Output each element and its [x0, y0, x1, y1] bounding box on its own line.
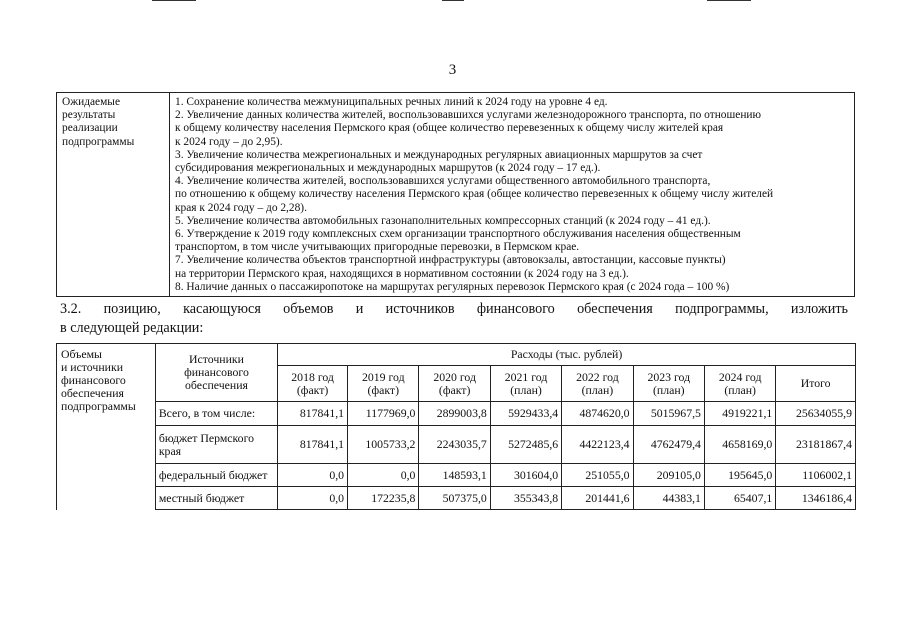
value-cell: 5015967,5 [633, 402, 704, 426]
expected-results-label [57, 93, 170, 297]
label-line: подпрограммы [61, 399, 136, 413]
source-line: бюджет Пермского [158, 430, 255, 445]
result-line: 6. Утверждение к 2019 году комплексных схем организации транспортного обслуживания населения общественным [175, 228, 741, 241]
value-cell: 195645,0 [704, 464, 775, 487]
result-line: к 2024 году – до 2,95). [175, 135, 283, 148]
expenses-header: Расходы (тыс. рублей) [278, 344, 856, 366]
source-line: Всего, в том числе: [158, 406, 256, 420]
result-line: 7. Увеличение количества объектов транспортной инфраструктуры (автовокзалы, автостанции, кассовые пункты) [175, 254, 726, 267]
table-row [57, 464, 856, 487]
year-header-line: 2020 год [433, 369, 476, 384]
value-cell: 4422123,4 [562, 426, 633, 464]
year-header-line: (план) [581, 382, 614, 397]
year-header-line: 2021 год [504, 369, 548, 384]
label-line: Объемы [61, 347, 102, 361]
value-cell: 0,0 [278, 464, 348, 487]
value-cell: 0,0 [348, 464, 419, 487]
year-header-line: (план) [510, 382, 542, 397]
result-line: 8. Наличие данных о пассажиропотоке на маршрутах регулярных перевозок Пермского края (с 2024 года – 100 %) [175, 280, 730, 293]
label-line: результаты [62, 109, 116, 122]
expected-results-list [170, 93, 855, 297]
label-line: и источники [61, 360, 124, 374]
year-header [776, 366, 856, 402]
year-header-line: (план) [724, 382, 756, 397]
year-header [490, 366, 561, 402]
header-line: финансового [184, 365, 249, 379]
year-header-line: 2023 год [647, 369, 691, 384]
value-cell: 1346186,4 [776, 487, 856, 510]
table-row [57, 402, 856, 426]
value-cell: 0,0 [278, 487, 348, 510]
value-cell: 817841,1 [278, 402, 348, 426]
top-rule-right [707, 0, 751, 1]
year-header-line: 2024 год [718, 369, 762, 384]
year-header [562, 366, 633, 402]
label-line: подпрограммы [62, 135, 135, 148]
top-rule-left [152, 0, 196, 1]
value-cell: 209105,0 [633, 464, 704, 487]
result-line: 2. Увеличение данных количества жителей, воспользовавшихся услугами железнодорожного транспорта, по отношению [175, 109, 762, 122]
source-cell [155, 402, 277, 426]
value-cell: 1005733,2 [348, 426, 419, 464]
value-cell: 507375,0 [419, 487, 490, 510]
year-header-line: 2018 год [291, 369, 334, 384]
value-cell: 355343,8 [490, 487, 561, 510]
source-cell [155, 464, 277, 487]
year-header-line: (факт) [367, 382, 399, 397]
year-header-line: 2019 год [361, 369, 405, 384]
source-cell [155, 487, 277, 510]
year-header [419, 366, 490, 402]
value-cell: 148593,1 [419, 464, 490, 487]
header-line: обеспечения [184, 378, 248, 392]
value-cell: 201441,6 [562, 487, 633, 510]
result-item-1 [175, 96, 850, 109]
value-cell: 65407,1 [704, 487, 775, 510]
value-cell: 1177969,0 [348, 402, 419, 426]
value-cell: 25634055,9 [776, 402, 856, 426]
value-cell: 44383,1 [633, 487, 704, 510]
year-header-line: (факт) [438, 382, 471, 397]
year-header-line: (план) [652, 382, 685, 397]
result-line: 3. Увеличение количества межрегиональных и международных регулярных авиационных маршрутов за счет [175, 148, 703, 161]
result-item-4 [175, 175, 850, 215]
result-item-2 [175, 109, 850, 149]
result-line: к общему количеству населения Пермского края (общее количество перевезенных к общему числу жителей края [175, 122, 724, 135]
value-cell: 4762479,4 [633, 426, 704, 464]
year-header [348, 366, 419, 402]
finance-table [56, 343, 856, 510]
value-cell: 23181867,4 [776, 426, 856, 464]
value-cell: 2243035,7 [419, 426, 490, 464]
value-cell: 4658169,0 [704, 426, 775, 464]
result-line: на территории Пермского края, находящихся в нормативном состоянии (к 2024 году на 3 ед.). [175, 267, 629, 280]
result-item-8 [175, 281, 850, 294]
result-item-6 [175, 228, 850, 254]
page-number: 3 [448, 62, 457, 78]
result-line: края к 2024 году – до 2,28). [175, 201, 307, 214]
label-line: финансового [61, 373, 126, 387]
table-row [57, 426, 856, 464]
result-item-3 [175, 149, 850, 175]
result-line: субсидирования межрегиональных и международных маршрутов (к 2024 году – 17 ед.). [175, 162, 601, 175]
source-line: края [158, 443, 182, 458]
value-cell: 1106002,1 [776, 464, 856, 487]
expected-results-table [56, 92, 855, 297]
year-header-line: Итого [800, 376, 831, 390]
result-line: 5. Увеличение количества автомобильных газонаполнительных компрессорных станций (к 2024 году – 41 ед.). [175, 214, 711, 227]
year-header-line: 2022 год [576, 369, 619, 384]
paragraph-line-1: 3.2. позицию, касающуюся объемов и источников финансового обеспечения подпрограммы, изложить [60, 301, 848, 317]
finance-label [57, 344, 156, 510]
label-line: реализации [62, 122, 118, 135]
value-cell: 5929433,4 [490, 402, 561, 426]
value-cell: 4874620,0 [562, 402, 633, 426]
result-line: 4. Увеличение количества жителей, воспользовавшихся услугами общественного автомобильного транспорта, [175, 175, 711, 188]
result-line: по отношению к общему количеству населения Пермского края (общее количество перевезенных к общему числу жителей [175, 188, 774, 201]
year-header [633, 366, 704, 402]
source-line: федеральный бюджет [158, 467, 268, 482]
source-line: местный бюджет [158, 490, 245, 505]
source-cell [155, 426, 277, 464]
sources-header [155, 344, 277, 402]
result-item-5 [175, 215, 850, 228]
value-cell: 301604,0 [490, 464, 561, 487]
value-cell: 4919221,1 [704, 402, 775, 426]
table-row [57, 487, 856, 510]
top-rule-center [442, 0, 464, 1]
result-item-7 [175, 254, 850, 280]
result-line: 1. Сохранение количества межмуниципальных речных линий к 2024 году на уровне 4 ед. [175, 96, 608, 108]
value-cell: 251055,0 [562, 464, 633, 487]
year-header [278, 366, 348, 402]
value-cell: 2899003,8 [419, 402, 490, 426]
label-line: Ожидаемые [62, 96, 121, 108]
header-line: Источники [189, 352, 244, 366]
year-header-line: (факт) [296, 382, 329, 397]
year-header [704, 366, 775, 402]
result-line: транспортом, в том числе учитывающих пригородные перевозки, в Пермском крае. [175, 241, 580, 254]
value-cell: 5272485,6 [490, 426, 561, 464]
value-cell: 172235,8 [348, 487, 419, 510]
paragraph-line-2: в следующей редакции: [60, 320, 204, 336]
label-line: обеспечения [61, 386, 124, 400]
value-cell: 817841,1 [278, 426, 348, 464]
